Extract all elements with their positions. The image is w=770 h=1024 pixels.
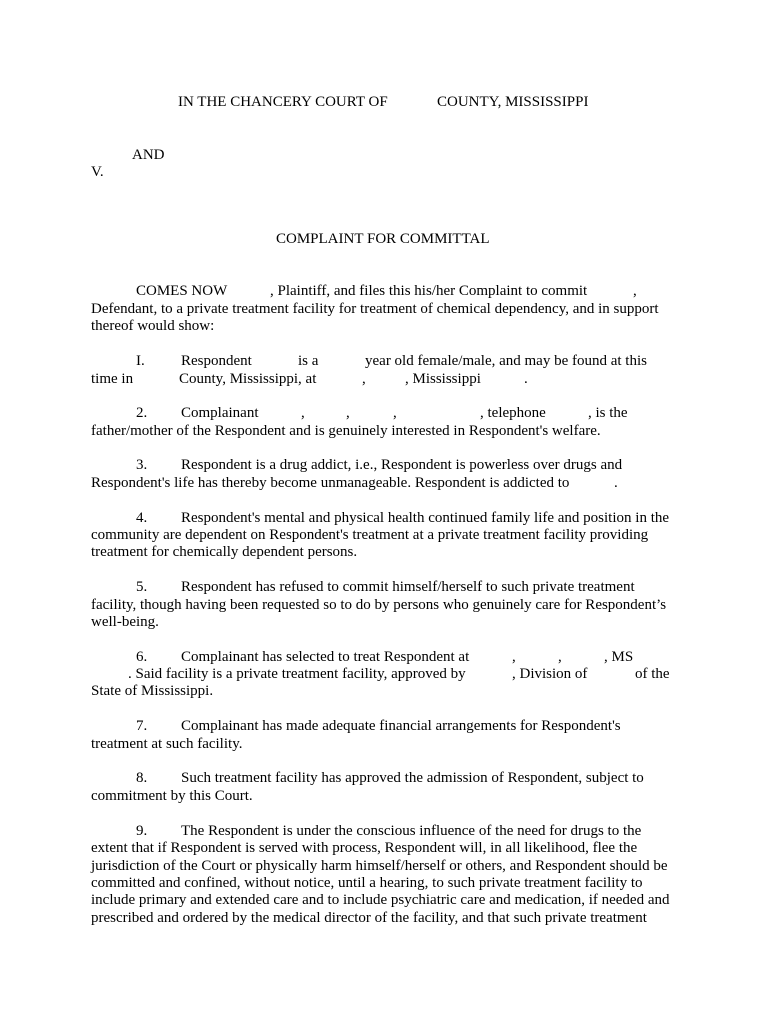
para-9-line-5: include primary and extended care and to include psychiatric care and medication, if needed and <box>91 892 670 908</box>
para-5-line-3: well-being. <box>91 614 159 630</box>
parties-versus: V. <box>91 164 104 180</box>
para-1-comma: , <box>362 371 366 387</box>
para-1-respondent: Respondent <box>181 353 252 369</box>
para-5-number: 5. <box>136 579 148 595</box>
para-9-line-4: committed and confined, without notice, until a hearing, to such private treatment facility to <box>91 875 643 891</box>
intro-comes-now: COMES NOW <box>136 283 228 299</box>
para-9-line-6: prescribed and ordered by the medical director of the facility, and that such private treatment <box>91 910 647 926</box>
para-9-number: 9. <box>136 823 148 839</box>
para-5-line-1: Respondent has refused to commit himself/herself to such private treatment <box>181 579 635 595</box>
parties-and: AND <box>132 147 165 163</box>
para-6-comma-2: , <box>558 649 562 665</box>
para-6-division-of: , Division of <box>512 666 588 682</box>
para-6-line-3: State of Mississippi. <box>91 683 214 699</box>
para-3-number: 3. <box>136 457 148 473</box>
para-7-number: 7. <box>136 718 148 734</box>
para-2-is-the: , is the <box>588 405 628 421</box>
intro-line-2: Defendant, to a private treatment facility for treatment of chemical dependency, and in support <box>91 301 659 317</box>
para-1-county: County, Mississippi, at <box>179 371 317 387</box>
para-1-state: , Mississippi <box>405 371 481 387</box>
para-6-approved-by: . Said facility is a private treatment facility, approved by <box>128 666 466 682</box>
para-4-line-1: Respondent's mental and physical health continued family life and position in the <box>181 510 670 526</box>
para-1-age-text: year old female/male, and may be found at this <box>365 353 647 369</box>
para-2-comma-3: , <box>393 405 397 421</box>
para-6-number: 6. <box>136 649 148 665</box>
para-4-line-3: treatment for chemically dependent persons. <box>91 544 358 560</box>
para-9-line-3: jurisdiction of the Court or physically harm himself/herself or others, and Respondent should be <box>91 858 668 874</box>
para-2-comma-1: , <box>301 405 305 421</box>
para-5-line-2: facility, though having been requested so to do by persons who genuinely care for Respondent’s <box>91 597 667 613</box>
para-9-line-2: extent that if Respondent is served with process, Respondent will, in all likelihood, flee the <box>91 840 638 856</box>
intro-comma: , <box>633 283 637 299</box>
para-4-number: 4. <box>136 510 148 526</box>
para-8-number: 8. <box>136 770 148 786</box>
intro-line-3: thereof would show: <box>91 318 215 334</box>
para-8-line-2: commitment by this Court. <box>91 788 253 804</box>
para-2-number: 2. <box>136 405 148 421</box>
para-1-time-in: time in <box>91 371 134 387</box>
para-6-comma-1: , <box>512 649 516 665</box>
para-6-of-the: of the <box>635 666 670 682</box>
intro-plaintiff-text: , Plaintiff, and files this his/her Complaint to commit <box>270 283 588 299</box>
document-title: COMPLAINT FOR COMMITTAL <box>276 231 490 247</box>
para-4-line-2: community are dependent on Respondent's treatment at a private treatment facility providing <box>91 527 649 543</box>
court-heading-left: IN THE CHANCERY COURT OF <box>178 94 388 110</box>
para-2-comma-2: , <box>346 405 350 421</box>
para-1-is-a: is a <box>298 353 319 369</box>
para-3-line-2: Respondent's life has thereby become unmanageable. Respondent is addicted to <box>91 475 570 491</box>
para-1-number: I. <box>136 353 145 369</box>
para-1-period: . <box>524 371 528 387</box>
court-heading-right: COUNTY, MISSISSIPPI <box>437 94 589 110</box>
para-8-line-1: Such treatment facility has approved the admission of Respondent, subject to <box>181 770 644 786</box>
para-2-line-2: father/mother of the Respondent and is genuinely interested in Respondent's welfare. <box>91 423 601 439</box>
para-2-telephone: , telephone <box>480 405 546 421</box>
para-9-line-1: The Respondent is under the conscious influence of the need for drugs to the <box>181 823 642 839</box>
para-7-line-2: treatment at such facility. <box>91 736 243 752</box>
para-6-ms: , MS <box>604 649 634 665</box>
para-3-line-1: Respondent is a drug addict, i.e., Respondent is powerless over drugs and <box>181 457 623 473</box>
para-2-complainant: Complainant <box>181 405 259 421</box>
para-3-period: . <box>614 475 618 491</box>
para-6-selected: Complainant has selected to treat Respondent at <box>181 649 470 665</box>
para-7-line-1: Complainant has made adequate financial arrangements for Respondent's <box>181 718 621 734</box>
